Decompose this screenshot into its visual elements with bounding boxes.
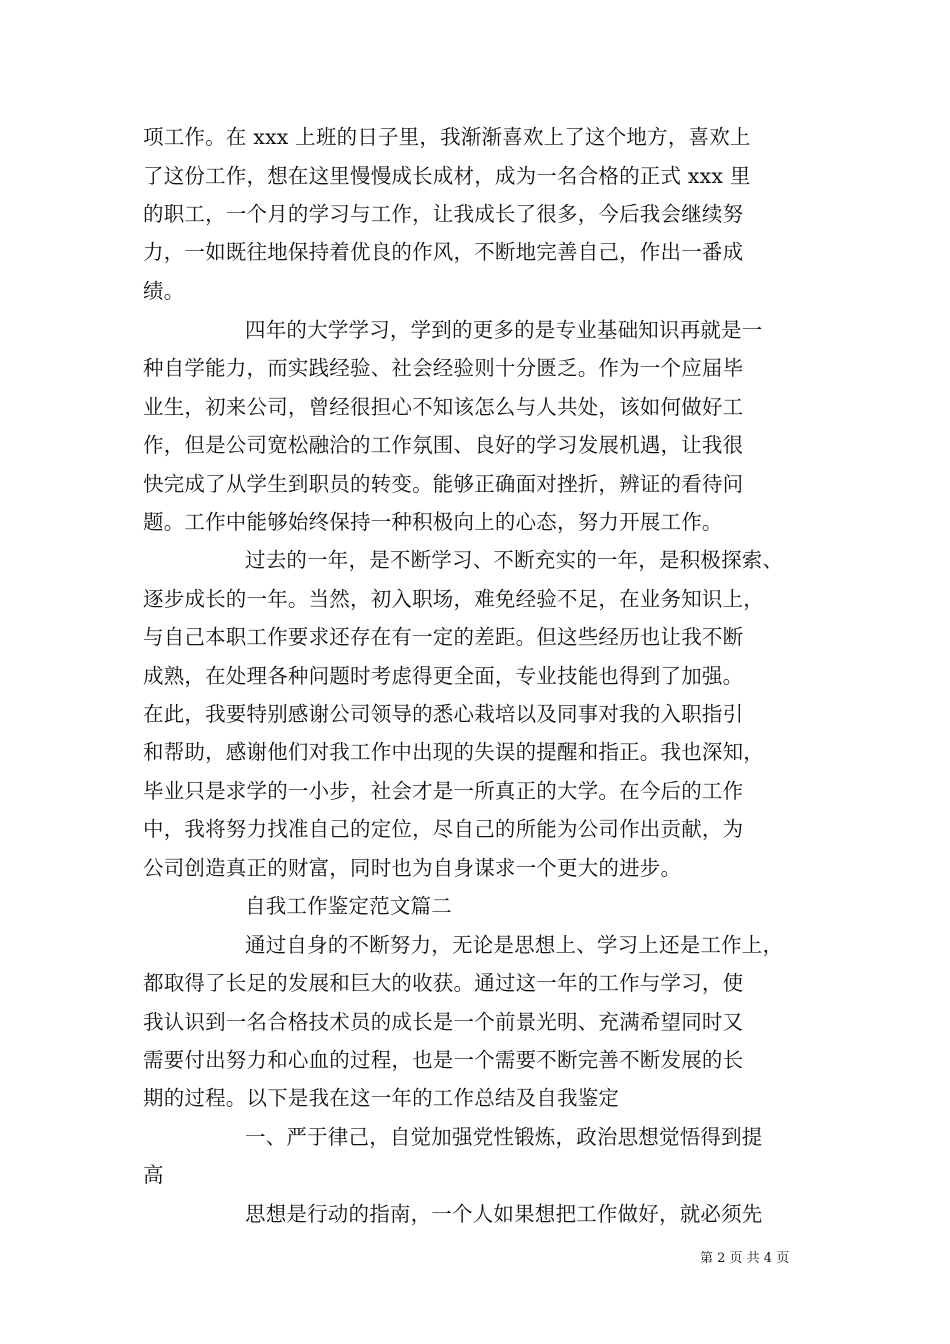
text-line: 一、严于律己，自觉加强党性锻炼，政治思想觉悟得到提 [245, 1125, 763, 1149]
text-line: 过去的一年，是不断学习、不断充实的一年，是积极探索、 [245, 548, 784, 572]
text-line: 都取得了长足的发展和巨大的收获。通过这一年的工作与学习，使 [143, 971, 744, 995]
text-line: 中，我将努力找准自己的定位，尽自己的所能为公司作出贡献，为 [143, 817, 744, 841]
text-line: 业生，初来公司，曾经很担心不知该怎么与人共处，该如何做好工 [143, 395, 744, 419]
text-line: 与自己本职工作要求还存在有一定的差距。但这些经历也让我不断 [143, 625, 744, 649]
text-line: 高 [143, 1163, 164, 1187]
text-line: 种自学能力，而实践经验、社会经验则十分匮乏。作为一个应届毕 [143, 356, 744, 380]
text-line: 成熟，在处理各种问题时考虑得更全面，专业技能也得到了加强。 [143, 664, 744, 688]
text-line: 快完成了从学生到职员的转变。能够正确面对挫折，辨证的看待问 [143, 472, 744, 496]
text-line: 和帮助，感谢他们对我工作中出现的失误的提醒和指正。我也深知， [143, 740, 764, 764]
text-line: 了这份工作，想在这里慢慢成长成材，成为一名合格的正式 xxx 里 [143, 164, 751, 188]
text-line: 作，但是公司宽松融洽的工作氛围、良好的学习发展机遇，让我很 [143, 433, 744, 457]
text-line: 公司创造真正的财富，同时也为自身谋求一个更大的进步。 [143, 856, 682, 880]
text-line: 项工作。在 xxx 上班的日子里，我渐渐喜欢上了这个地方，喜欢上 [143, 125, 751, 149]
text-line: 力，一如既往地保持着优良的作风，不断地完善自己，作出一番成 [143, 240, 744, 264]
text-line: 在此，我要特别感谢公司领导的悉心栽培以及同事对我的入职指引 [143, 702, 744, 726]
text-line: 需要付出努力和心血的过程，也是一个需要不断完善不断发展的长 [143, 1048, 744, 1072]
text-line: 我认识到一名合格技术员的成长是一个前景光明、充满希望同时又 [143, 1010, 744, 1034]
text-line: 期的过程。以下是我在这一年的工作总结及自我鉴定 [143, 1086, 620, 1110]
text-line: 题。工作中能够始终保持一种积极向上的心态，努力开展工作。 [143, 510, 723, 534]
text-line: 的职工，一个月的学习与工作，让我成长了很多，今后我会继续努 [143, 202, 744, 226]
page-footer: 第 2 页 共 4 页 [700, 1251, 790, 1266]
section-heading: 自我工作鉴定范文篇二 [245, 894, 452, 918]
text-line: 思想是行动的指南，一个人如果想把工作做好，就必须先 [245, 1202, 763, 1226]
text-line: 四年的大学学习，学到的更多的是专业基础知识再就是一 [245, 318, 763, 342]
text-line: 逐步成长的一年。当然，初入职场，难免经验不足，在业务知识上， [143, 587, 764, 611]
text-line: 绩。 [143, 279, 185, 303]
text-line: 通过自身的不断努力，无论是思想上、学习上还是工作上， [245, 933, 784, 957]
text-line: 毕业只是求学的一小步，社会才是一所真正的大学。在今后的工作 [143, 779, 744, 803]
